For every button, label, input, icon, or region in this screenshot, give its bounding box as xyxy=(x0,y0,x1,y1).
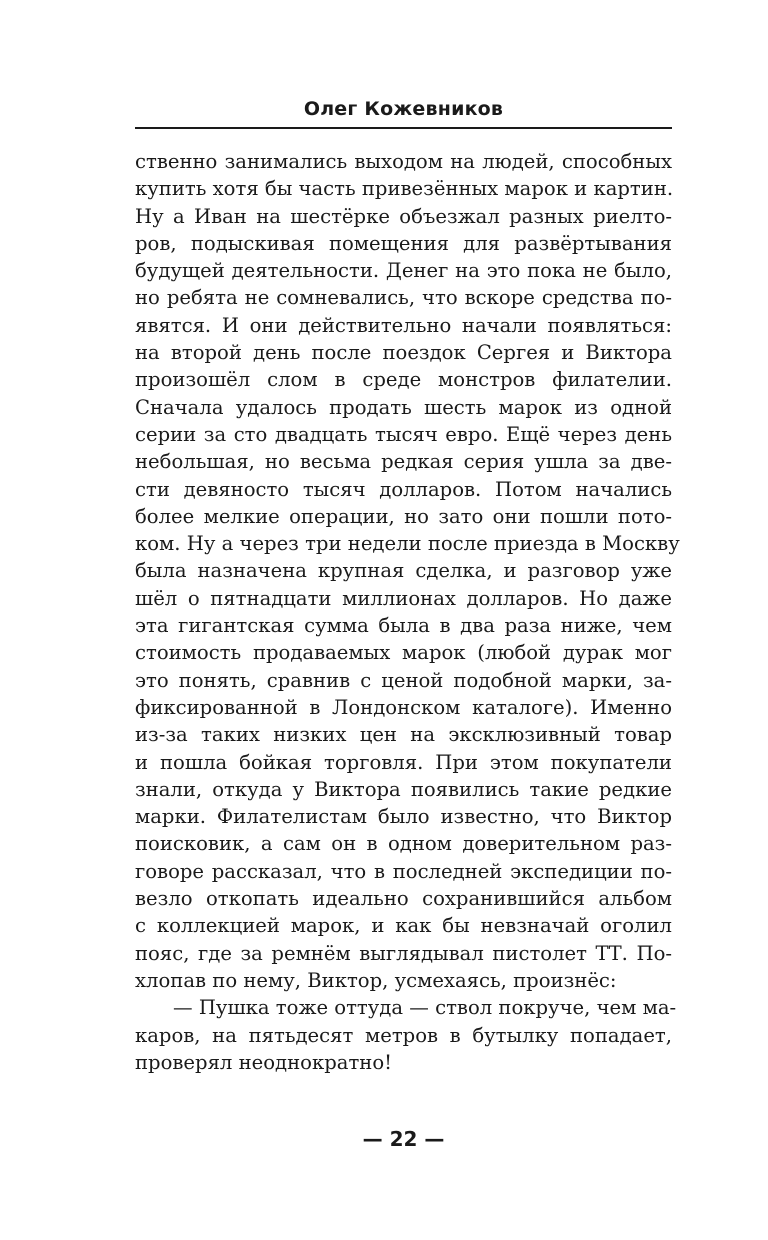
text-line: купить хотя бы часть привезённых марок и картин. xyxy=(135,177,674,201)
text-line: ком. Ну а через три недели после приезда в Москву xyxy=(135,532,680,556)
text-line: Ну а Иван на шестёрке объезжал разных риелто- xyxy=(135,204,672,228)
text-line: на второй день после поездок Сергея и Виктора xyxy=(135,341,672,365)
text-line: из-за таких низких цен на эксклюзивный товар xyxy=(135,723,672,747)
text-line: ров, подыскивая помещения для развёртывания xyxy=(135,231,672,255)
page-number: — 22 — xyxy=(362,1127,445,1151)
text-line: проверял неоднократно! xyxy=(135,1050,393,1074)
text-line: стоимость продаваемых марок (любой дурак мог xyxy=(135,641,672,665)
text-line: знали, откуда у Виктора появились такие редкие xyxy=(135,777,672,801)
text-line: каров, на пятьдесят метров в бутылку попадает, xyxy=(135,1023,672,1047)
text-line: но ребята не сомневались, что вскоре средства по- xyxy=(135,286,672,310)
text-line: поисковик, а сам он в одном доверительном раз- xyxy=(135,832,672,856)
page-body-text xyxy=(135,148,680,1076)
text-line: ственно занимались выходом на людей, способных xyxy=(135,150,672,173)
text-line: Сначала удалось продать шесть марок из одной xyxy=(135,395,672,419)
text-line: произошёл слом в среде монстров филателии. xyxy=(135,368,672,392)
text-line: небольшая, но весьма редкая серия ушла за две- xyxy=(135,450,672,474)
text-line: явятся. И они действительно начали появляться: xyxy=(135,313,672,337)
text-line: фиксированной в Лондонском каталоге). Именно xyxy=(135,695,672,719)
text-line: и пошла бойкая торговля. При этом покупатели xyxy=(135,750,672,774)
text-line: эта гигантская сумма была в два раза ниже, чем xyxy=(135,614,672,638)
text-line: серии за сто двадцать тысяч евро. Ещё через день xyxy=(135,422,672,446)
text-line: с коллекцией марок, и как бы невзначай оголил xyxy=(135,914,672,938)
text-line: пояс, где за ремнём выглядывал пистолет ТТ. По- xyxy=(135,941,672,965)
text-line: будущей деятельности. Денег на это пока не было, xyxy=(135,259,672,283)
text-line: была назначена крупная сделка, и разговор уже xyxy=(135,559,672,583)
text-line: более мелкие операции, но зато они пошли пото- xyxy=(135,504,672,528)
text-line: это понять, сравнив с ценой подобной марки, за- xyxy=(135,668,672,692)
text-line: везло откопать идеально сохранившийся альбом xyxy=(135,887,672,911)
header-rule xyxy=(135,127,672,129)
text-line: хлопав по нему, Виктор, усмехаясь, произнёс: xyxy=(135,968,617,992)
text-line: сти девяносто тысяч долларов. Потом начались xyxy=(135,477,672,501)
text-line: марки. Филателистам было известно, что Виктор xyxy=(135,805,672,829)
running-header-author: Олег Кожевников xyxy=(303,98,504,120)
text-line: шёл о пятнадцати миллионах долларов. Но даже xyxy=(135,586,672,610)
dialogue-line: — Пушка тоже оттуда — ствол покруче, чем ма- xyxy=(173,996,677,1020)
text-line: говоре рассказал, что в последней экспедиции по- xyxy=(135,859,672,883)
